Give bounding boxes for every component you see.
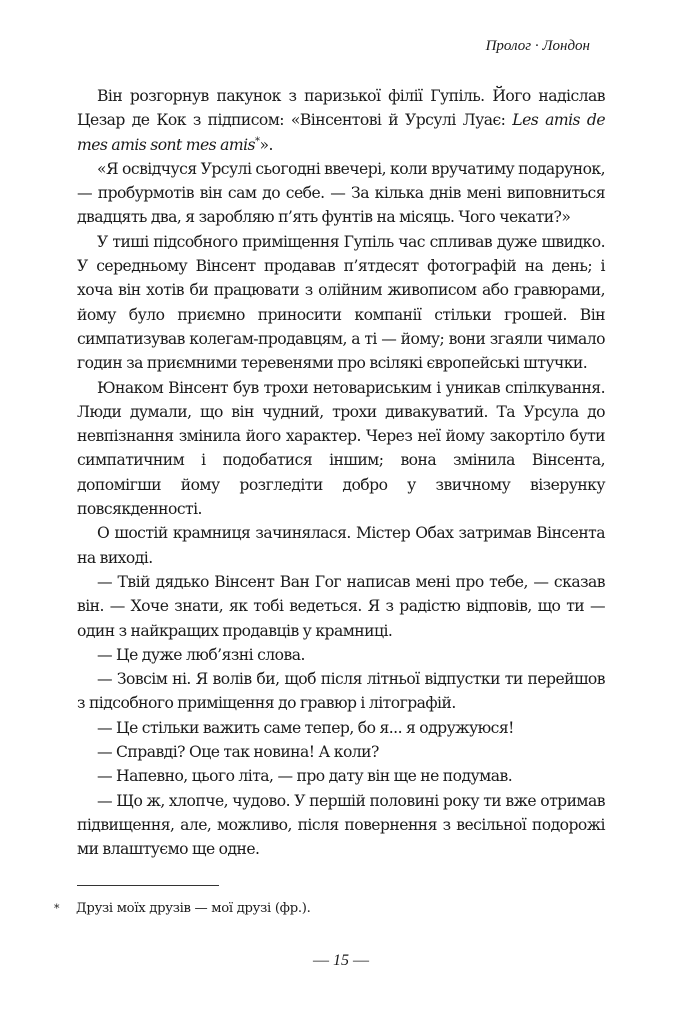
footnote-divider [77, 885, 219, 886]
paragraph-text: ». [259, 135, 273, 154]
paragraph [77, 84, 605, 157]
footnote [54, 901, 614, 916]
page-number-value: 15 [333, 952, 349, 969]
footnote-mark: * [54, 902, 60, 915]
paragraph: — Твій дядько Вінсент Ван Гог написав мені про тебе, — сказав він. — Хоче знати, як тобі ведеться. Я з радістю відповів, що ти — один з найкращих продавців у крамниці. [77, 572, 605, 640]
paragraph-text: Він розгорнув пакунок з паризької філії Гупіль. Його надіслав Цезар де Кок з підписом: «Вінсентові й Урсулі Луає: [77, 87, 605, 130]
french-quote: Les amis de mes amis sont mes amis [77, 111, 605, 154]
footnote-reference[interactable]: * [255, 135, 260, 147]
running-head: Пролог · Лондон [485, 38, 590, 54]
paragraph: Юнаком Вінсент був трохи нетовариським і уникав спілкування. Люди думали, що він чудний, трохи дивакуватий. Та Урсула до невпізнання змінила його характер. Через неї йому закортіло бути симпатичним і подобатися іншим; вона змінила Вінсента, допомігши йому розгледіти добро у звичному візерунку повсякденності. [77, 378, 605, 519]
paragraph: — Це стільки важить саме тепер, бо я... я одружуюся! [97, 718, 514, 737]
folio-dash-left: — [313, 952, 329, 969]
paragraph: — Що ж, хлопче, чудово. У першій половині року ти вже отримав підвищення, але, можливо, після повернення з весільної подорожі ми влаштуємо ще одне. [77, 791, 605, 859]
body-text [77, 84, 605, 862]
paragraph: — Справді? Оце так новина! А коли? [97, 743, 379, 762]
paragraph: — Напевно, цього літа, — про дату він ще не подумав. [97, 767, 513, 786]
paragraph: — Зовсім ні. Я волів би, щоб після літньої відпустки ти перейшов з підсобного приміщення до гравюр і літографій. [77, 670, 605, 713]
paragraph: — Це дуже люб’язні слова. [97, 645, 305, 664]
paragraph: «Я освідчуся Урсулі сьогодні ввечері, коли вручатиму подарунок, — пробурмотів він сам до себе. — За кілька днів мені виповниться двадцять два, я заробляю п’ять фунтів на місяць. Чого чекати?» [77, 159, 606, 227]
paragraph: У тиші підсобного приміщення Гупіль час спливав дуже швидко. У середньому Вінсент продавав п’ятдесят фотографій на день; і хоча він хотів би працювати з олійним живописом або гравюрами, йому було приємно приносити компанії стільки грошей. Він симпатизував колегам-продавцям, а ті — йому; вони згаяли чимало годин за приємними теревенями про всілякі європейські штучки. [77, 232, 605, 373]
page-number [0, 952, 682, 970]
footnote-text: Друзі моїх друзів — мої друзі (фр.). [76, 901, 311, 916]
folio-dash-right: — [353, 952, 369, 969]
paragraph: О шостій крамниця зачинялася. Містер Обах затримав Вінсента на виході. [77, 524, 605, 567]
